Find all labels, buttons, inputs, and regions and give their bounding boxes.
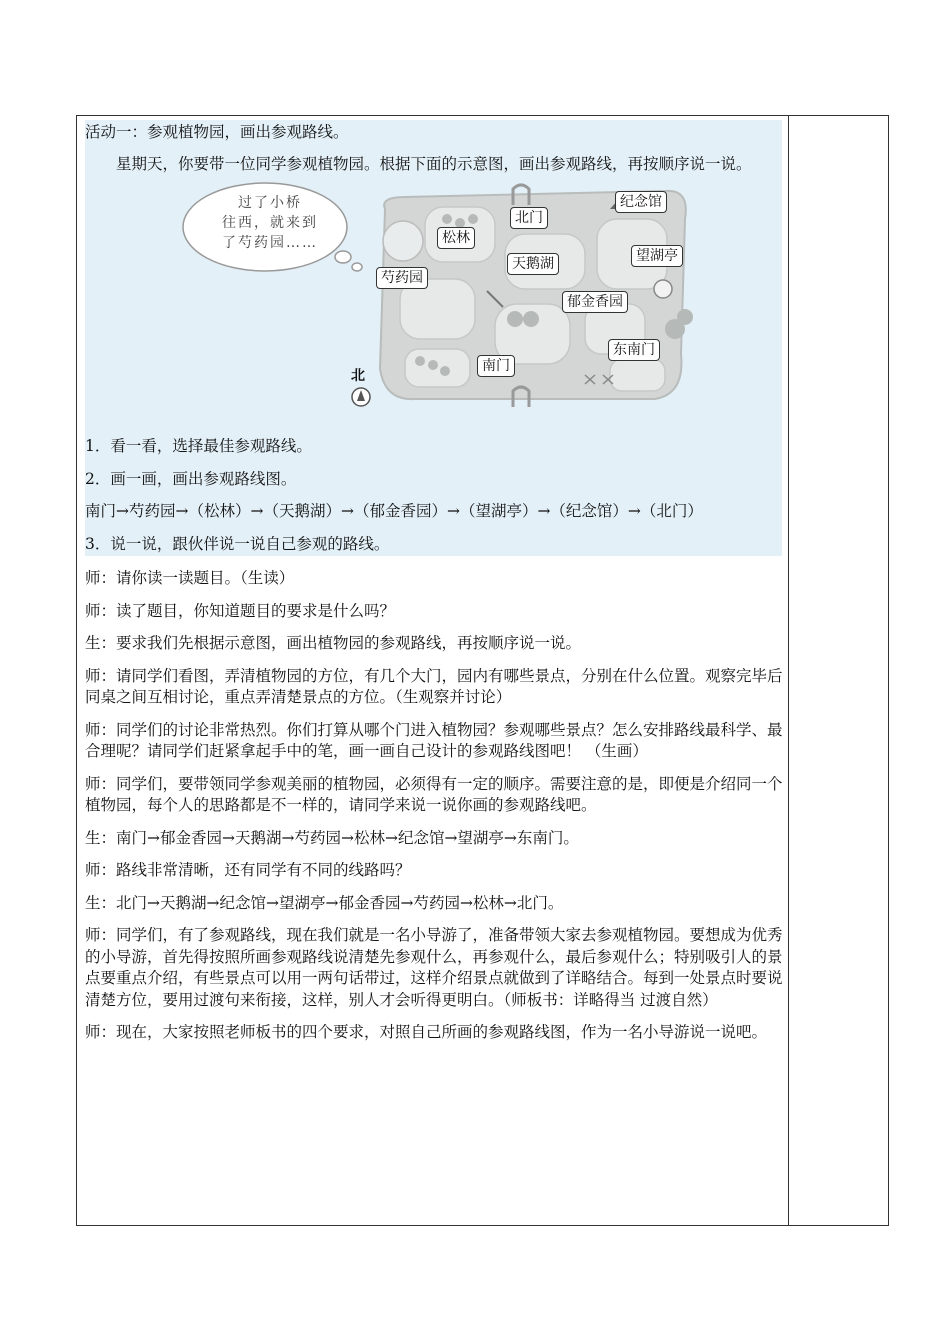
activity-intro: 星期天，你要带一位同学参观植物园。根据下面的示意图，画出参观路线，再按顺序说一说。 <box>116 154 752 173</box>
activity-title: 活动一：参观植物园，画出参观路线。 <box>85 123 349 141</box>
label-swan-lake: 天鹅湖 <box>507 253 559 275</box>
thought-line: 了芍药园…… <box>222 235 318 251</box>
step-3: 3．说一说，跟伙伴说一说自己参观的路线。 <box>85 534 390 553</box>
label-southeast-gate: 东南门 <box>608 339 660 361</box>
dialogue-line: 师：请你读一读题目。（生读） <box>85 569 295 587</box>
column-divider <box>788 116 789 1225</box>
activity-block <box>85 120 782 556</box>
label-memorial: 纪念馆 <box>615 191 667 213</box>
lesson-table <box>76 115 889 1226</box>
dialogue-line: 师：读了题目，你知道题目的要求是什么吗？ <box>85 601 396 620</box>
label-south-gate: 南门 <box>477 355 515 377</box>
dialogue-line: 生：要求我们先根据示意图，画出植物园的参观路线，再按顺序说一说。 <box>85 634 582 652</box>
label-peony-garden: 芍药园 <box>376 267 428 289</box>
dialogue-line: 师：请同学们看图，弄清植物园的方位，有几个大门，园内有哪些景点，分别在什么位置。观察完毕后同桌之间互相讨论，重点弄清楚景点的方位。（生观察并讨论） <box>85 666 783 706</box>
step-2: 2．画一画，画出参观路线图。 <box>85 469 297 488</box>
garden-map <box>85 179 782 432</box>
thought-line: 过了小桥 <box>238 195 302 211</box>
thought-cloud-text <box>205 193 335 253</box>
step-1: 1．看一看，选择最佳参观路线。 <box>85 437 312 455</box>
label-north-gate: 北门 <box>510 207 548 229</box>
dialogue-line: 生：南门→郁金香园→天鹅湖→芍药园→松林→纪念馆→望湖亭→东南门。 <box>85 828 579 847</box>
label-pine-forest: 松林 <box>437 227 475 249</box>
dialogue-line: 师：同学们的讨论非常热烈。你们打算从哪个门进入植物园？参观哪些景点？怎么安排路线最科学、最合理呢？请同学们赶紧拿起手中的笔，画一画自己设计的参观路线图吧！ （生画） <box>85 720 783 760</box>
garden-map-drawing <box>85 179 782 432</box>
dialogue-line: 生：北门→天鹅湖→纪念馆→望湖亭→郁金香园→芍药园→松林→北门。 <box>85 893 564 912</box>
thought-line: 往西，就来到 <box>222 215 318 231</box>
route-answer: 南门→芍药园→（松林）→（天鹅湖）→（郁金香园）→（望湖亭）→（纪念馆）→（北门） <box>85 502 703 520</box>
label-tulip-garden: 郁金香园 <box>562 291 628 313</box>
dialogue <box>85 568 785 1044</box>
dialogue-line: 师：同学们，要带领同学参观美丽的植物园，必须得有一定的顺序。需要注意的是，即便是介绍同一个植物园，每个人的思路都是不一样的，请同学来说一说你画的参观路线吧。 <box>85 774 783 814</box>
lesson-content <box>85 120 785 1055</box>
dialogue-line: 师：同学们，有了参观路线，现在我们就是一名小导游了，准备带领大家去参观植物园。要想成为优秀的小导游，首先得按照所画参观路线说清楚先参观什么，再参观什么，最后参观什么；特别吸引人的景点要重点介绍，有些景点可以用一两句话带过，这样介绍景点就做到了详略结合。每到一处景点时要说清楚方位，要用过渡句来衔接，这样，别人才会听得更明白。（师板书：详略得当 过渡自然） <box>85 926 783 1009</box>
dialogue-line: 师：路线非常清晰，还有同学有不同的线路吗？ <box>85 861 411 879</box>
pavilion-icon <box>654 280 672 298</box>
label-pavilion: 望湖亭 <box>631 245 683 267</box>
north-marker: 北 <box>351 368 365 384</box>
dialogue-line: 师：现在，大家按照老师板书的四个要求，对照自己所画的参观路线图，作为一名小导游说一说吧。 <box>85 1023 768 1041</box>
